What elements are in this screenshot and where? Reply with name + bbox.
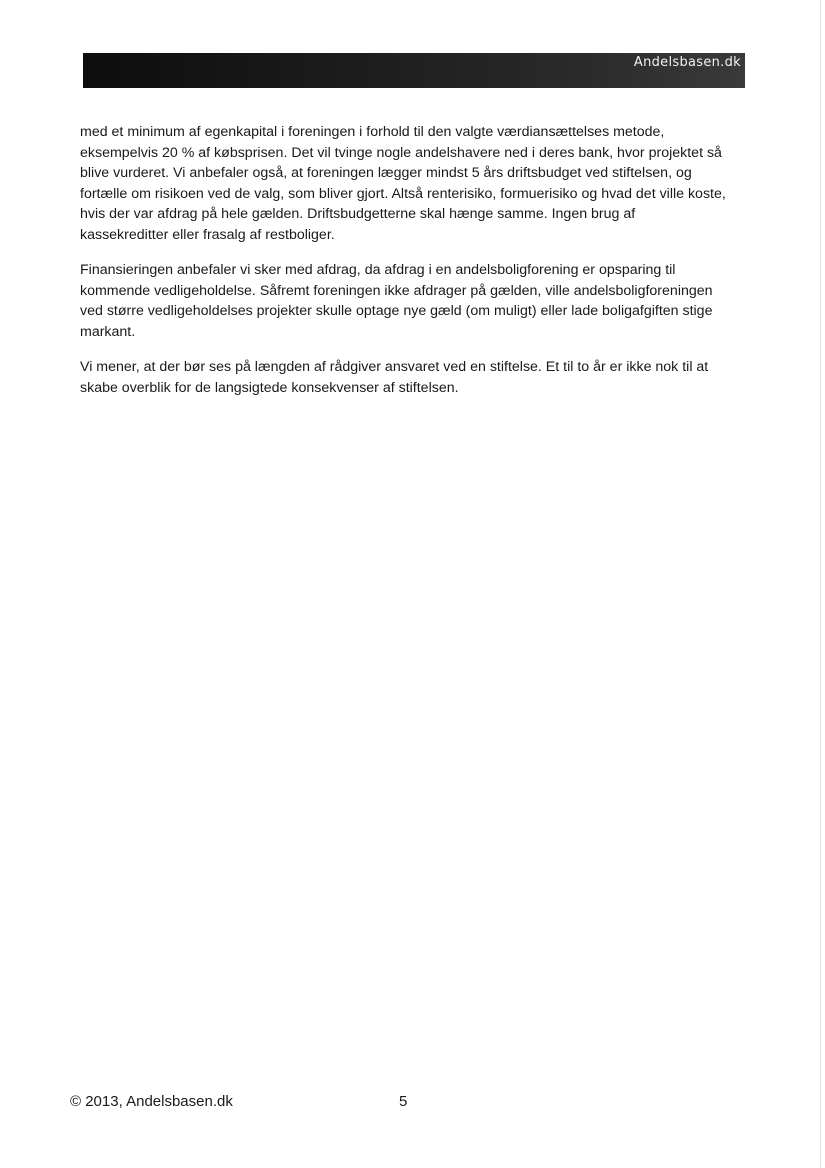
header-bar (83, 53, 745, 88)
footer-copyright: © 2013, Andelsbasen.dk (70, 1093, 233, 1110)
document-body (80, 122, 726, 413)
paragraph-advisor-liability: Vi mener, at der bør ses på længden af rådgiver ansvaret ved en stiftelse. Et til to år er ikke nok til at skabe overblik for de langsigtede konsekvenser af stiftelsen. (80, 359, 709, 396)
paragraph-financing: Finansieringen anbefaler vi sker med afdrag, da afdrag i en andelsboligforening er opsparing til kommende vedligeholdelse. Såfremt foreningen ikke afdrager på gælden, ville andelsboligforeningen ved større vedligeholdelses projekter skulle optage nye gæld (om muligt) eller lade boligafgiften stige markant. (80, 262, 713, 340)
scan-edge-line (820, 0, 821, 1168)
header-brand: Andelsbasen.dk (633, 55, 741, 70)
paragraph-equity: med et minimum af egenkapital i foreningen i forhold til den valgte værdiansættelses metode, eksempelvis 20 % af købsprisen. Det vil tvinge nogle andelshavere ned i deres bank, hvor projektet så blive vurderet. Vi anbefaler også, at foreningen lægger mindst 5 års driftsbudget ved stiftelsen, og fortælle om risikoen ved de valg, som bliver gjort. Altså renterisiko, formuerisiko og hvad det ville koste, hvis der var afdrag på hele gælden. Driftsbudgetterne skal hænge samme. Ingen brug af kassekreditter eller frasalg af restboliger. (80, 124, 726, 243)
page-number: 5 (399, 1093, 408, 1110)
